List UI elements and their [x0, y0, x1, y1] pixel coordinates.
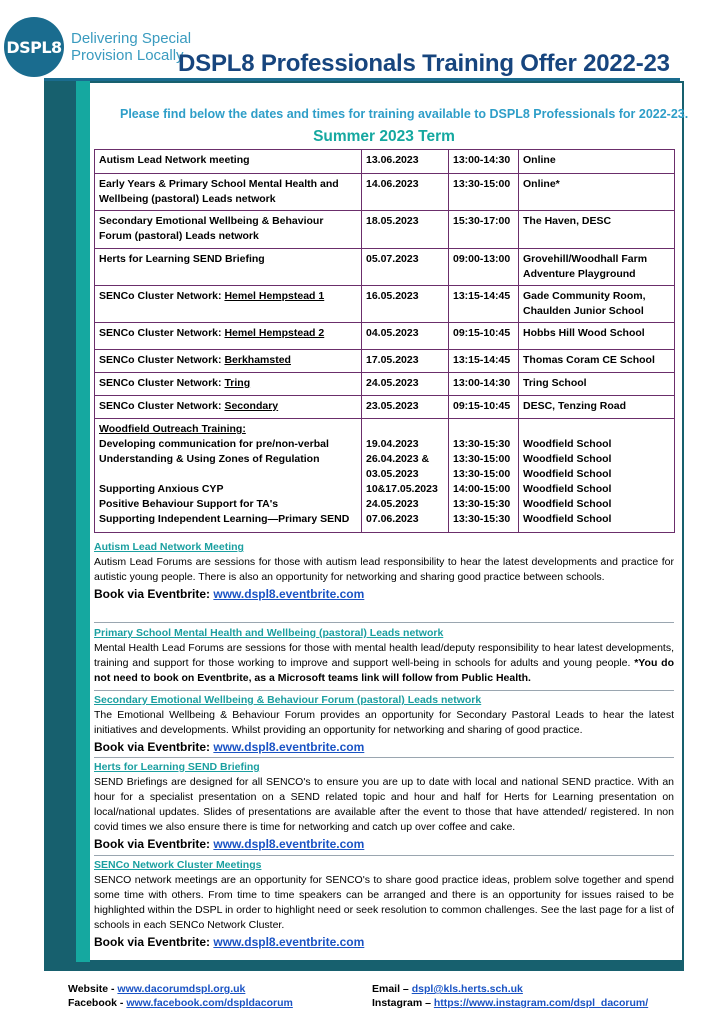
section-body: Mental Health Lead Forums are sessions for those with mental health lead/deputy responsibility to hear latest developments, training and support for those working to improve and support well-being in schools for adults and young people. *You do not need to book on Eventbrite, as a Microsoft teams link will follow from Public Health.: [94, 642, 674, 684]
section-divider: [94, 757, 674, 758]
table-row: [95, 350, 675, 373]
outreach-venue: Woodfield School: [523, 453, 612, 465]
outreach-time: 13:30-15:30: [453, 513, 511, 525]
event-name: Herts for Learning SEND Briefing: [95, 249, 362, 286]
event-time: 09:15-10:45: [449, 323, 519, 350]
booking-line: Book via Eventbrite: www.dspl8.eventbrite.com: [94, 587, 365, 601]
table-row: [95, 150, 675, 174]
side-bar-dark: [44, 81, 76, 971]
tagline-line-2: Provision Locally: [71, 47, 184, 64]
cluster-link[interactable]: Tring: [224, 377, 251, 389]
cluster-link[interactable]: Hemel Hempstead 2: [224, 327, 325, 339]
outreach-time: 13:30-15:30: [453, 438, 511, 450]
event-time: 15:30-17:00: [449, 211, 519, 249]
cluster-link[interactable]: Hemel Hempstead 1: [224, 290, 325, 302]
event-date: 04.05.2023: [362, 323, 449, 350]
section-mental-health: [94, 626, 674, 686]
table-row: [95, 211, 675, 249]
footer-facebook: Facebook - www.facebook.com/dspldacorum: [68, 997, 293, 1009]
event-name: Early Years & Primary School Mental Health and Wellbeing (pastoral) Leads network: [95, 174, 362, 211]
event-venue: The Haven, DESC: [519, 211, 675, 249]
outreach-title: [99, 467, 357, 482]
section-divider: [94, 690, 674, 691]
booking-line: Book via Eventbrite: www.dspl8.eventbrite.com: [94, 837, 365, 851]
footer-instagram: Instagram – https://www.instagram.com/dspl_dacorum/: [372, 997, 649, 1009]
table-row: [95, 373, 675, 396]
event-venue: DESC, Tenzing Road: [519, 396, 675, 419]
instagram-link[interactable]: https://www.instagram.com/dspl_dacorum/: [433, 997, 649, 1009]
dspl8-logo: [4, 17, 64, 77]
table-row: [95, 286, 675, 323]
outreach-venue: Woodfield School: [523, 483, 612, 495]
schedule-table: [94, 149, 675, 533]
outreach-venue: Woodfield School: [523, 498, 612, 510]
outreach-title: Developing communication for pre/non-verbal: [99, 438, 329, 450]
event-venue: Online: [519, 150, 675, 174]
event-time: 13:00-14:30: [449, 373, 519, 396]
section-divider: [94, 622, 674, 623]
cluster-link[interactable]: Berkhamsted: [224, 354, 291, 366]
intro-text: Please find below the dates and times for training available to DSPL8 Professionals for 2022-23.: [120, 107, 689, 121]
event-name: SENCo Cluster Network: Berkhamsted: [95, 350, 362, 373]
section-autism: [94, 540, 674, 602]
footer-website: Website - www.dacorumdspl.org.uk: [68, 983, 246, 995]
section-heading[interactable]: Autism Lead Network Meeting: [94, 541, 244, 553]
event-time: 09:15-10:45: [449, 396, 519, 419]
outreach-date: 03.05.2023: [366, 468, 419, 480]
event-date: 14.06.2023: [362, 174, 449, 211]
section-note: *You do not need to book on Eventbrite, as a Microsoft teams link will follow from Public Health.: [94, 657, 674, 684]
outreach-heading: Woodfield Outreach Training:: [99, 423, 246, 435]
event-date: 05.07.2023: [362, 249, 449, 286]
booking-line: Book via Eventbrite: www.dspl8.eventbrite.com: [94, 935, 365, 949]
website-link[interactable]: www.dacorumdspl.org.uk: [117, 983, 246, 995]
outreach-venue: Woodfield School: [523, 438, 612, 450]
page-title: DSPL8 Professionals Training Offer 2022-23: [178, 50, 670, 77]
section-secondary-wellbeing: [94, 693, 674, 755]
side-bar-teal: [76, 81, 90, 971]
outreach-times: [449, 419, 519, 533]
outreach-title: Supporting Anxious CYP: [99, 483, 224, 495]
outreach-venues: [519, 419, 675, 533]
outreach-date: 26.04.2023 &: [366, 453, 430, 465]
section-heading[interactable]: Primary School Mental Health and Wellbeing (pastoral) Leads network: [94, 627, 444, 639]
outreach-time: 13:30-15:30: [453, 498, 511, 510]
outreach-dates: [362, 419, 449, 533]
cluster-link[interactable]: Secondary: [224, 400, 279, 412]
event-name: SENCo Cluster Network: Tring: [95, 373, 362, 396]
outreach-date: 07.06.2023: [366, 513, 419, 525]
event-name: SENCo Cluster Network: Hemel Hempstead 2: [95, 323, 362, 350]
eventbrite-link[interactable]: www.dspl8.eventbrite.com: [213, 740, 365, 754]
event-name: SENCo Cluster Network: Secondary: [95, 396, 362, 419]
event-venue: Thomas Coram CE School: [519, 350, 675, 373]
eventbrite-link[interactable]: www.dspl8.eventbrite.com: [213, 935, 365, 949]
section-senco-cluster: [94, 858, 674, 950]
outreach-title: Positive Behaviour Support for TA's: [99, 498, 279, 510]
outreach-time: 13:30-15:00: [453, 453, 511, 465]
event-venue: Hobbs Hill Wood School: [519, 323, 675, 350]
section-body: Autism Lead Forums are sessions for those with autism lead responsibility to hear the latest developments and practice for autistic young people. There is also an opportunity for networking and sharing good practice between schools.: [94, 556, 674, 583]
table-row: [95, 323, 675, 350]
event-time: 09:00-13:00: [449, 249, 519, 286]
section-heading[interactable]: Secondary Emotional Wellbeing & Behaviour Forum (pastoral) Leads network: [94, 694, 482, 706]
event-venue: Gade Community Room, Chaulden Junior School: [519, 286, 675, 323]
outreach-time: 14:00-15:00: [453, 483, 511, 495]
tagline: [71, 30, 191, 64]
term-title: Summer 2023 Term: [313, 128, 455, 145]
section-body: SEND Briefings are designed for all SENCO's to ensure you are up to date with local and national SEND practice. With an hour for a specialist presentation on a SEND related topic and hour and half for Herts for Learning presentation on local/national updates. Slides of presentations are available after the event to those that have attended/ registered. In non covid times we also ensure there is time for networking and catch up over coffee and cake.: [94, 776, 674, 833]
outreach-title: Understanding & Using Zones of Regulation: [99, 453, 320, 465]
event-date: 17.05.2023: [362, 350, 449, 373]
eventbrite-link[interactable]: www.dspl8.eventbrite.com: [213, 587, 365, 601]
booking-line: Book via Eventbrite: www.dspl8.eventbrite.com: [94, 740, 365, 754]
event-name: Autism Lead Network meeting: [95, 150, 362, 174]
event-time: 13:00-14:30: [449, 150, 519, 174]
table-row: [95, 174, 675, 211]
eventbrite-link[interactable]: www.dspl8.eventbrite.com: [213, 837, 365, 851]
bottom-bar: [44, 962, 684, 971]
section-send-briefing: [94, 760, 674, 852]
schedule-table-body: [95, 150, 675, 533]
event-date: 24.05.2023: [362, 373, 449, 396]
event-name: SENCo Cluster Network: Hemel Hempstead 1: [95, 286, 362, 323]
outreach-time: 13:30-15:00: [453, 468, 511, 480]
section-body: The Emotional Wellbeing & Behaviour Forum provides an opportunity for Secondary Pastoral Leads to hear the latest initiatives and developments. Whilst providing an opportunity for networking and sharing of good practice.: [94, 709, 674, 736]
table-row: [95, 249, 675, 286]
outreach-titles: [95, 419, 362, 533]
footer-right: [372, 982, 648, 1010]
tagline-line-1: Delivering Special: [71, 30, 192, 47]
outreach-date: 10&17.05.2023: [366, 483, 438, 495]
logo-text: DSPL8: [6, 37, 62, 57]
event-date: 13.06.2023: [362, 150, 449, 174]
email-link[interactable]: dspl@kls.herts.sch.uk: [411, 983, 523, 995]
section-heading[interactable]: Herts for Learning SEND Briefing: [94, 761, 260, 773]
footer-email: Email – dspl@kls.herts.sch.uk: [372, 983, 523, 995]
section-body: SENCO network meetings are an opportunity for SENCO's to share good practice ideas, problem solve together and spend some time with others. From time to time speakers can be arranged and there is an opportunity for issues raised to be highlighted within the DSPL in order to highlight need or seek resolution to common challenges. See the last page for a list of schools in each SENCo Network Cluster.: [94, 874, 674, 931]
outreach-date: 24.05.2023: [366, 498, 419, 510]
section-heading[interactable]: SENCo Network Cluster Meetings: [94, 859, 262, 871]
event-date: 18.05.2023: [362, 211, 449, 249]
event-venue: Tring School: [519, 373, 675, 396]
outreach-title: Supporting Independent Learning—Primary SEND: [99, 513, 350, 525]
event-name: Secondary Emotional Wellbeing & Behaviour Forum (pastoral) Leads network: [95, 211, 362, 249]
table-row: [95, 396, 675, 419]
footer-left: [68, 982, 293, 1010]
facebook-link[interactable]: www.facebook.com/dspldacorum: [126, 997, 293, 1009]
outreach-venue: Woodfield School: [523, 513, 612, 525]
outreach-row: [95, 419, 675, 533]
outreach-venue: Woodfield School: [523, 468, 612, 480]
event-date: 16.05.2023: [362, 286, 449, 323]
event-time: 13:30-15:00: [449, 174, 519, 211]
event-venue: Grovehill/Woodhall Farm Adventure Playground: [519, 249, 675, 286]
event-time: 13:15-14:45: [449, 350, 519, 373]
section-divider: [94, 855, 674, 856]
event-venue: Online*: [519, 174, 675, 211]
event-time: 13:15-14:45: [449, 286, 519, 323]
outreach-date: 19.04.2023: [366, 438, 419, 450]
event-date: 23.05.2023: [362, 396, 449, 419]
